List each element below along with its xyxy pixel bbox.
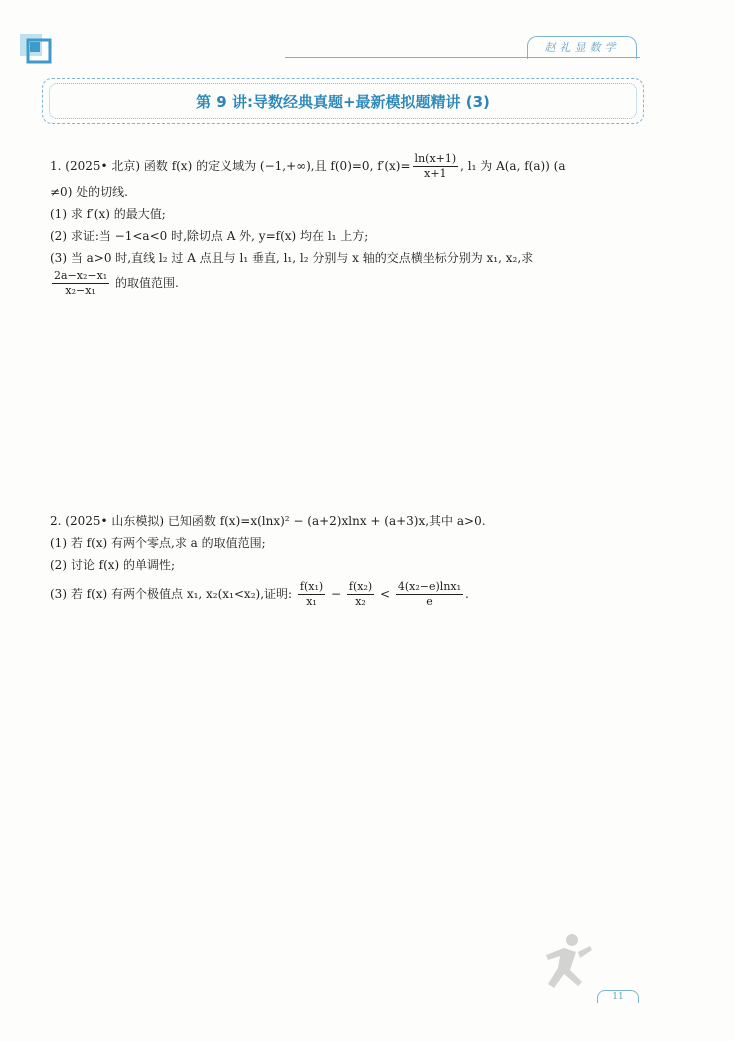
q1-stem-line1: 1. (2025• 北京) 函数 f(x) 的定义域为 (−1,+∞),且 f(0)=0, f′(x)= $\frac{\ln(x+1)}{x+1}$ , l₁ 为 A(a, f(a)) (a bbox=[50, 152, 566, 180]
page-number: 11 bbox=[597, 990, 639, 1003]
q1-target-fraction: $\frac{\text{2a−x₂−x₁}}{\text{x₂−x₁}}$ bbox=[54, 269, 108, 297]
q2-stem: 2. (2025• 山东模拟) 已知函数 f(x)=x(lnx)² − (a+2)xlnx + (a+3)x,其中 a>0. bbox=[50, 514, 486, 528]
q1-part-3-fraction-line: $\frac{\text{2a−x₂−x₁}}{\text{x₂−x₁}}$ 的取值范围. bbox=[54, 269, 179, 297]
lesson-title: 第 9 讲:导数经典真题+最新模拟题精讲 (3) bbox=[196, 93, 490, 111]
q1-part-1: (1) 求 f′(x) 的最大值; bbox=[50, 207, 166, 221]
q1-part-2: (2) 求证:当 −1<a<0 时,除切点 A 外, y=f(x) 均在 l₁ 上方; bbox=[50, 229, 369, 243]
q1-derivative-fraction: $\frac{\ln(x+1)}{x+1}$ bbox=[414, 152, 457, 180]
q2-part-3: (3) 若 f(x) 有两个极值点 x₁, x₂(x₁<x₂),证明: $\frac{\text{f(x₁)}}{\text{x₁}}$ − $\frac{\text{f(x₂)}}{\text{x₂}}$ < $\frac{\text{4(x₂−e)lnx₁}}{e}$ . bbox=[50, 580, 469, 608]
lesson-title-box bbox=[42, 78, 644, 124]
q2-fraction-2: $\frac{\text{f(x₂)}}{\text{x₂}}$ bbox=[348, 580, 373, 608]
brand-label: 赵礼显数学 bbox=[527, 36, 637, 59]
q1-stem-line2: ≠0) 处的切线. bbox=[50, 185, 129, 199]
runner-figure-icon bbox=[520, 930, 600, 1000]
corner-logo-icon bbox=[18, 32, 56, 64]
q2-part-2: (2) 讨论 f(x) 的单调性; bbox=[50, 558, 176, 572]
q2-part-1: (1) 若 f(x) 有两个零点,求 a 的取值范围; bbox=[50, 536, 266, 550]
q1-part-3: (3) 当 a>0 时,直线 l₂ 过 A 点且与 l₁ 垂直, l₁, l₂ 分别与 x 轴的交点横坐标分别为 x₁, x₂,求 bbox=[50, 251, 534, 265]
question-2 bbox=[50, 510, 650, 609]
q2-fraction-3: $\frac{\text{4(x₂−e)lnx₁}}{e}$ bbox=[397, 580, 462, 608]
question-1 bbox=[50, 152, 650, 298]
q2-fraction-1: $\frac{\text{f(x₁)}}{\text{x₁}}$ bbox=[299, 580, 324, 608]
